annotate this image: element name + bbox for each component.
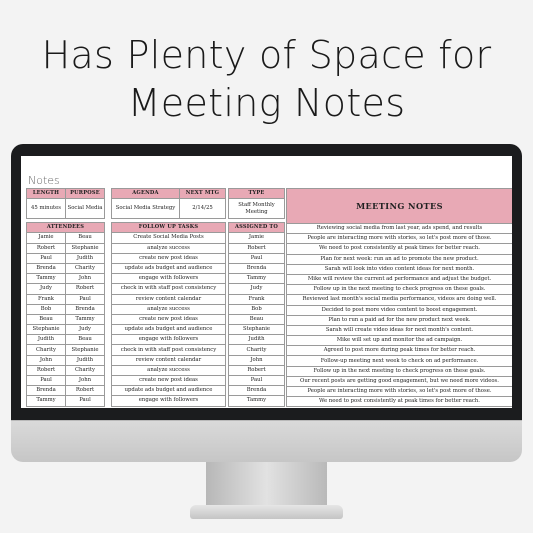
- table-row: [27, 325, 105, 335]
- follow-up-task-cell[interactable]: update ads budget and audience: [112, 263, 226, 273]
- table-row: [287, 315, 513, 325]
- table-row: [287, 356, 513, 366]
- table-row: [112, 376, 226, 386]
- table-row: [27, 314, 105, 324]
- table-row: [27, 304, 105, 314]
- table-row: [112, 386, 226, 396]
- spreadsheet-screen: [21, 156, 512, 408]
- assigned-to-cell[interactable]: Tammy: [229, 396, 285, 406]
- table-row: [287, 387, 513, 397]
- table-row: [112, 294, 226, 304]
- attendee-cell[interactable]: Paul: [66, 294, 105, 304]
- table-row: [287, 325, 513, 335]
- table-row: [27, 253, 105, 263]
- attendee-cell[interactable]: Judith: [27, 335, 66, 345]
- table-row: [229, 233, 285, 243]
- meeting-note-cell[interactable]: We need to post consistently at peak times for better reach.: [287, 244, 513, 254]
- attendee-cell[interactable]: John: [66, 376, 105, 386]
- table-row: [112, 304, 226, 314]
- table-row: [287, 376, 513, 386]
- attendee-cell[interactable]: Stephanie: [66, 345, 105, 355]
- table-row: [229, 386, 285, 396]
- table-row: [27, 274, 105, 284]
- table-row: [27, 386, 105, 396]
- next-mtg-value[interactable]: 2/14/25: [180, 199, 226, 219]
- follow-up-task-cell[interactable]: check in with staff post consistency: [112, 345, 226, 355]
- assigned-to-cell[interactable]: Jamie: [229, 233, 285, 243]
- table-row: [229, 355, 285, 365]
- meeting-note-cell[interactable]: Mike will review the current ad performance and adjust the budget.: [287, 274, 513, 284]
- type-value[interactable]: Staff Monthly Meeting: [229, 199, 285, 219]
- follow-up-task-cell[interactable]: analyze success: [112, 304, 226, 314]
- assigned-to-cell[interactable]: Paul: [229, 253, 285, 263]
- attendee-cell[interactable]: Judy: [27, 284, 66, 294]
- headline-line-2: Meeting Notes: [127, 81, 406, 125]
- table-row: [27, 335, 105, 345]
- assigned-to-cell[interactable]: Robert: [229, 365, 285, 375]
- assigned-to-cell[interactable]: John: [229, 355, 285, 365]
- attendee-cell[interactable]: Beau: [66, 335, 105, 345]
- attendees-header: ATTENDEES: [27, 223, 105, 233]
- table-row: [287, 336, 513, 346]
- meeting-note-cell[interactable]: We need to post consistently at peak times for better reach.: [287, 397, 513, 407]
- follow-up-task-cell[interactable]: create new post ideas: [112, 253, 226, 263]
- table-row: [27, 345, 105, 355]
- table-row: [112, 365, 226, 375]
- table-row: [112, 325, 226, 335]
- follow-up-task-cell[interactable]: engage with followers: [112, 335, 226, 345]
- table-row: [229, 263, 285, 273]
- attendee-cell[interactable]: Charity: [66, 365, 105, 375]
- table-row: [112, 345, 226, 355]
- meeting-note-cell[interactable]: Our recent posts are getting good engagement, but we need more videos.: [287, 376, 513, 386]
- attendee-cell[interactable]: Beau: [27, 314, 66, 324]
- meeting-note-cell[interactable]: Reviewed last month's social media performance, videos are doing well.: [287, 295, 513, 305]
- table-row: [287, 366, 513, 376]
- table-row: [229, 325, 285, 335]
- table-row: [287, 285, 513, 295]
- table-row: [229, 396, 285, 406]
- table-row: [27, 376, 105, 386]
- table-row: [112, 243, 226, 253]
- assigned-table: [228, 188, 285, 407]
- follow-up-table: [111, 188, 226, 407]
- table-row: [27, 284, 105, 294]
- meeting-note-cell[interactable]: Sarah will create video ideas for next month's content.: [287, 325, 513, 335]
- attendee-cell[interactable]: Judith: [66, 253, 105, 263]
- meeting-note-cell[interactable]: Follow-up meeting next week to check on ad performance.: [287, 356, 513, 366]
- agenda-value[interactable]: Social Media Strategy: [112, 199, 180, 219]
- follow-up-task-cell[interactable]: engage with followers: [112, 274, 226, 284]
- meeting-note-cell[interactable]: Sarah will look into video content ideas for next month.: [287, 264, 513, 274]
- purpose-value[interactable]: Social Media: [66, 199, 105, 219]
- attendee-cell[interactable]: Charity: [66, 263, 105, 273]
- attendee-cell[interactable]: Robert: [27, 243, 66, 253]
- agenda-header: AGENDA: [112, 189, 180, 199]
- attendee-cell[interactable]: Judy: [66, 325, 105, 335]
- assigned-to-cell[interactable]: Bob: [229, 304, 285, 314]
- follow-up-task-cell[interactable]: create new post ideas: [112, 314, 226, 324]
- attendee-cell[interactable]: Tammy: [27, 274, 66, 284]
- table-row: [229, 284, 285, 294]
- table-row: [287, 244, 513, 254]
- follow-up-task-cell[interactable]: analyze success: [112, 243, 226, 253]
- attendee-cell[interactable]: Robert: [66, 386, 105, 396]
- table-row: [287, 264, 513, 274]
- follow-up-task-cell[interactable]: update ads budget and audience: [112, 325, 226, 335]
- attendee-cell[interactable]: Tammy: [66, 314, 105, 324]
- attendee-cell[interactable]: Brenda: [27, 263, 66, 273]
- attendee-cell[interactable]: Paul: [27, 253, 66, 263]
- table-row: [229, 304, 285, 314]
- attendee-cell[interactable]: Robert: [27, 365, 66, 375]
- table-row: [27, 243, 105, 253]
- table-row: [229, 365, 285, 375]
- monitor-stand-base: [190, 505, 343, 519]
- meeting-note-cell[interactable]: People are interacting more with stories, so let's post more of those.: [287, 387, 513, 397]
- follow-up-header: FOLLOW UP TASKS: [112, 223, 226, 233]
- follow-up-task-cell[interactable]: Create Social Media Posts: [112, 233, 226, 243]
- table-row: [287, 234, 513, 244]
- follow-up-task-cell[interactable]: review content calendar: [112, 355, 226, 365]
- assigned-to-cell[interactable]: Frank: [229, 294, 285, 304]
- follow-up-task-cell[interactable]: analyze success: [112, 365, 226, 375]
- length-value[interactable]: 45 minutes: [27, 199, 66, 219]
- table-row: [112, 284, 226, 294]
- table-row: [229, 253, 285, 263]
- attendee-cell[interactable]: Jamie: [27, 233, 66, 243]
- table-row: [112, 396, 226, 406]
- meeting-note-cell[interactable]: People are interacting more with stories, so let's post more of those.: [287, 234, 513, 244]
- attendee-cell[interactable]: Paul: [27, 376, 66, 386]
- attendee-cell[interactable]: Brenda: [27, 386, 66, 396]
- table-row: [287, 274, 513, 284]
- assigned-to-cell[interactable]: Robert: [229, 243, 285, 253]
- assigned-to-cell[interactable]: Beau: [229, 314, 285, 324]
- meeting-note-cell[interactable]: Plan to run a paid ad for the new product next week.: [287, 315, 513, 325]
- table-row: [287, 295, 513, 305]
- attendee-cell[interactable]: Charity: [27, 345, 66, 355]
- monitor-chin: [11, 420, 522, 462]
- table-row: [27, 365, 105, 375]
- assigned-to-cell[interactable]: Brenda: [229, 263, 285, 273]
- attendee-cell[interactable]: Tammy: [27, 396, 66, 406]
- assigned-to-cell[interactable]: Paul: [229, 376, 285, 386]
- attendee-cell[interactable]: Beau: [66, 233, 105, 243]
- assigned-to-cell[interactable]: Judy: [229, 284, 285, 294]
- table-row: [287, 254, 513, 264]
- table-row: [27, 355, 105, 365]
- meeting-note-cell[interactable]: Agreed to post more during peak times for better reach.: [287, 346, 513, 356]
- table-row: [287, 346, 513, 356]
- table-row: [112, 233, 226, 243]
- table-row: [229, 335, 285, 345]
- meeting-notes-header: MEETING NOTES: [287, 189, 513, 224]
- attendee-cell[interactable]: Frank: [27, 294, 66, 304]
- table-row: [229, 274, 285, 284]
- table-row: [229, 243, 285, 253]
- attendee-cell[interactable]: John: [27, 355, 66, 365]
- table-row: [287, 224, 513, 234]
- attendee-cell[interactable]: Paul: [66, 396, 105, 406]
- meeting-note-cell[interactable]: Plan for next week: run an ad to promote the new product.: [287, 254, 513, 264]
- follow-up-task-cell[interactable]: update ads budget and audience: [112, 386, 226, 396]
- assigned-to-cell[interactable]: Tammy: [229, 274, 285, 284]
- attendee-cell[interactable]: Stephanie: [66, 243, 105, 253]
- follow-up-task-cell[interactable]: engage with followers: [112, 396, 226, 406]
- follow-up-task-cell[interactable]: create new post ideas: [112, 376, 226, 386]
- assigned-to-cell[interactable]: Charity: [229, 345, 285, 355]
- type-header: TYPE: [229, 189, 285, 199]
- follow-up-task-cell[interactable]: review content calendar: [112, 294, 226, 304]
- length-header: LENGTH: [27, 189, 66, 199]
- table-row: [112, 263, 226, 273]
- table-row: [112, 335, 226, 345]
- meeting-note-cell[interactable]: Follow up in the next meeting to check progress on these goals.: [287, 285, 513, 295]
- attendees-table: [26, 188, 105, 407]
- table-row: [229, 314, 285, 324]
- attendee-cell[interactable]: Stephanie: [27, 325, 66, 335]
- follow-up-task-cell[interactable]: check in with staff post consistency: [112, 284, 226, 294]
- assigned-to-cell[interactable]: Judith: [229, 335, 285, 345]
- monitor-stand-neck: [206, 462, 327, 508]
- assigned-to-cell[interactable]: Brenda: [229, 386, 285, 396]
- table-row: [287, 397, 513, 407]
- sheet-title: Notes: [28, 174, 60, 187]
- meeting-note-cell[interactable]: Mike will set up and monitor the ad campaign.: [287, 336, 513, 346]
- attendee-cell[interactable]: Judith: [66, 355, 105, 365]
- table-row: [27, 263, 105, 273]
- meeting-note-cell[interactable]: Decided to post more video content to boost engagement.: [287, 305, 513, 315]
- meeting-note-cell[interactable]: Follow up in the next meeting to check progress on these goals.: [287, 366, 513, 376]
- table-row: [27, 396, 105, 406]
- headline-line-1: Has Plenty of Space for: [41, 33, 492, 77]
- table-row: [112, 314, 226, 324]
- table-row: [112, 355, 226, 365]
- meeting-note-cell[interactable]: Reviewing social media from last year, ads spend, and results: [287, 224, 513, 234]
- assigned-to-header: ASSIGNED TO: [229, 223, 285, 233]
- attendee-cell[interactable]: Robert: [66, 284, 105, 294]
- next-mtg-header: NEXT MTG: [180, 189, 226, 199]
- table-row: [112, 253, 226, 263]
- table-row: [229, 294, 285, 304]
- assigned-to-cell[interactable]: Stephanie: [229, 325, 285, 335]
- table-row: [112, 274, 226, 284]
- attendee-cell[interactable]: John: [66, 274, 105, 284]
- table-row: [229, 376, 285, 386]
- purpose-header: PURPOSE: [66, 189, 105, 199]
- table-row: [229, 345, 285, 355]
- meeting-notes-table: [286, 188, 512, 407]
- table-row: [27, 294, 105, 304]
- table-row: [27, 233, 105, 243]
- attendee-cell[interactable]: Bob: [27, 304, 66, 314]
- attendee-cell[interactable]: Brenda: [66, 304, 105, 314]
- table-row: [287, 305, 513, 315]
